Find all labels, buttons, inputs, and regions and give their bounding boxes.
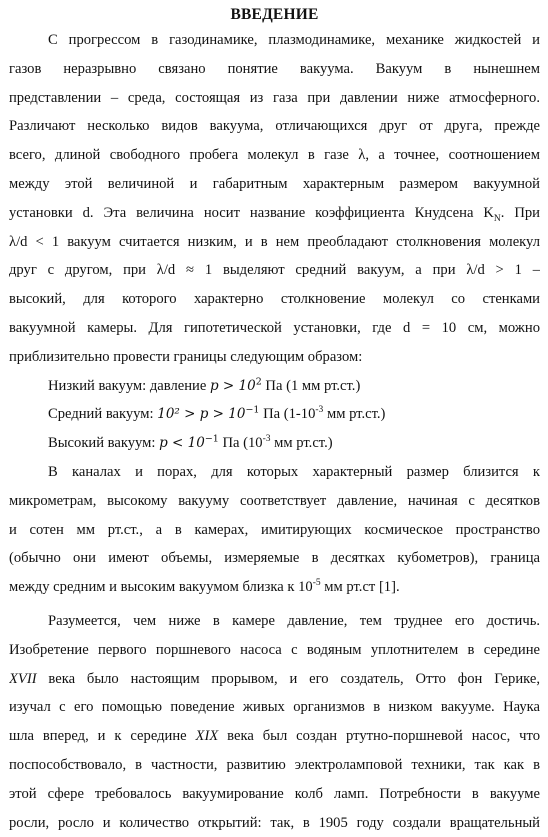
text-line: Изобретение первого поршневого насоса с водяным уплотнителем в середине (9, 641, 540, 658)
text-line: микрометрам, высокому вакууму соответствует давление, начиная с десятков (9, 492, 540, 509)
exponent: -5 (312, 578, 321, 589)
list-unit: Па (10 (218, 435, 263, 452)
list-unit: Па (1 мм рт.ст.) (261, 377, 361, 394)
math-expression (159, 435, 219, 451)
text-line: (обычно они имеют объемы, измеряемые в десятках кубометров), граница (9, 550, 540, 567)
math-text: 10² > p > 10 (157, 406, 246, 423)
math-text: p < 10 (159, 435, 205, 452)
math-expression (210, 378, 262, 394)
roman-century: XIX (195, 728, 219, 745)
unit-exponent: -3 (315, 405, 324, 416)
text-line: Разумеется, чем ниже в камере давление, тем труднее его достичь. (48, 612, 540, 629)
text-line (9, 722, 540, 751)
list-item (9, 429, 540, 458)
text-line: В каналах и порах, для которых характерный размер близится к (48, 463, 540, 480)
text-line: представлении – среда, состоящая из газа при давлении ниже атмосферного. (9, 89, 540, 106)
list-item (9, 372, 540, 401)
text-line: всего, длиной свободного пробега молекул в газе λ, а точнее, соотношением (9, 147, 540, 164)
list-unit: Па (1-10 (259, 406, 316, 423)
knudsen-subscript: N (493, 213, 501, 224)
paragraph-intro (9, 26, 540, 372)
list-unit-tail: мм рт.ст.) (270, 435, 333, 452)
math-exponent: −1 (204, 433, 219, 445)
list-label: Средний вакуум: (48, 406, 154, 423)
text-line: этой сфере требовалось вакуумирование колб ламп. Потребности в вакууме (9, 785, 540, 802)
math-text: p > 10 (210, 377, 256, 394)
text-span: шла вперед, и к середине (9, 728, 196, 745)
list-unit-tail: мм рт.ст.) (323, 406, 386, 423)
text-span: века был создан ртутно-поршневой насос, что (218, 728, 540, 745)
text-line: друг с другом, при λ/d ≈ 1 выделяют средний вакуум, а при λ/d > 1 – (9, 262, 540, 279)
text-span: мм рт.ст [1]. (320, 579, 400, 596)
text-span: установки d. Эта величина носит название коэффициента Кнудсена K (9, 204, 494, 221)
text-span: века было настоящим прорывом, и его создатель, Отто фон Герике, (36, 670, 540, 687)
paragraph-channels (9, 458, 540, 602)
text-line: изучал с его помощью поведение живых организмов в низком вакууме. Наука (9, 699, 540, 716)
text-line: С прогрессом в газодинамике, плазмодинамике, механике жидкостей и (48, 32, 540, 48)
text-line (9, 665, 540, 694)
text-line: поспособствовало, в частности, развитию электроламповой техники, так как в (9, 756, 540, 773)
paragraph-history (9, 607, 540, 837)
math-expression (157, 406, 259, 422)
text-line: газов неразрывно связано понятие вакуума. Вакуум в нынешнем (9, 60, 540, 77)
text-span: между средним и высоким вакуумом близка к 10 (9, 579, 313, 596)
text-line: λ/d < 1 вакуум считается низким, и в нем преобладают столкновения молекул (9, 233, 540, 250)
text-span: . При (500, 204, 540, 221)
document-page (9, 0, 540, 837)
list-label: Высокий вакуум: (48, 435, 156, 452)
list-item (9, 400, 540, 429)
text-line (9, 573, 540, 602)
vacuum-levels-list (9, 372, 540, 458)
math-exponent: 2 (255, 376, 262, 388)
math-exponent: −1 (245, 404, 260, 416)
text-line: между этой величиной и габаритным характерным размером вакуумной (9, 175, 540, 192)
text-line: вакуумной камеры. Для гипотетической установки, где d = 10 см, можно (9, 319, 540, 336)
text-line: Различают несколько видов вакуума, отличающихся друг от друга, прежде (9, 118, 540, 135)
page-title: ВВЕДЕНИЕ (230, 6, 319, 23)
list-label: Низкий вакуум: давление (48, 377, 207, 394)
text-line: приблизительно провести границы следующим образом: (9, 348, 363, 365)
text-line: росли, росло и количество открытий: так, в 1905 году создали вращательный (9, 814, 540, 831)
text-line (9, 199, 540, 228)
unit-exponent: -3 (262, 434, 271, 445)
text-line: высокий, для которого характерно столкновение молекул со стенками (9, 291, 540, 308)
roman-century: XVII (9, 670, 37, 687)
text-line: и сотен мм рт.ст., а в камерах, имитирующих космическое пространство (9, 521, 540, 538)
